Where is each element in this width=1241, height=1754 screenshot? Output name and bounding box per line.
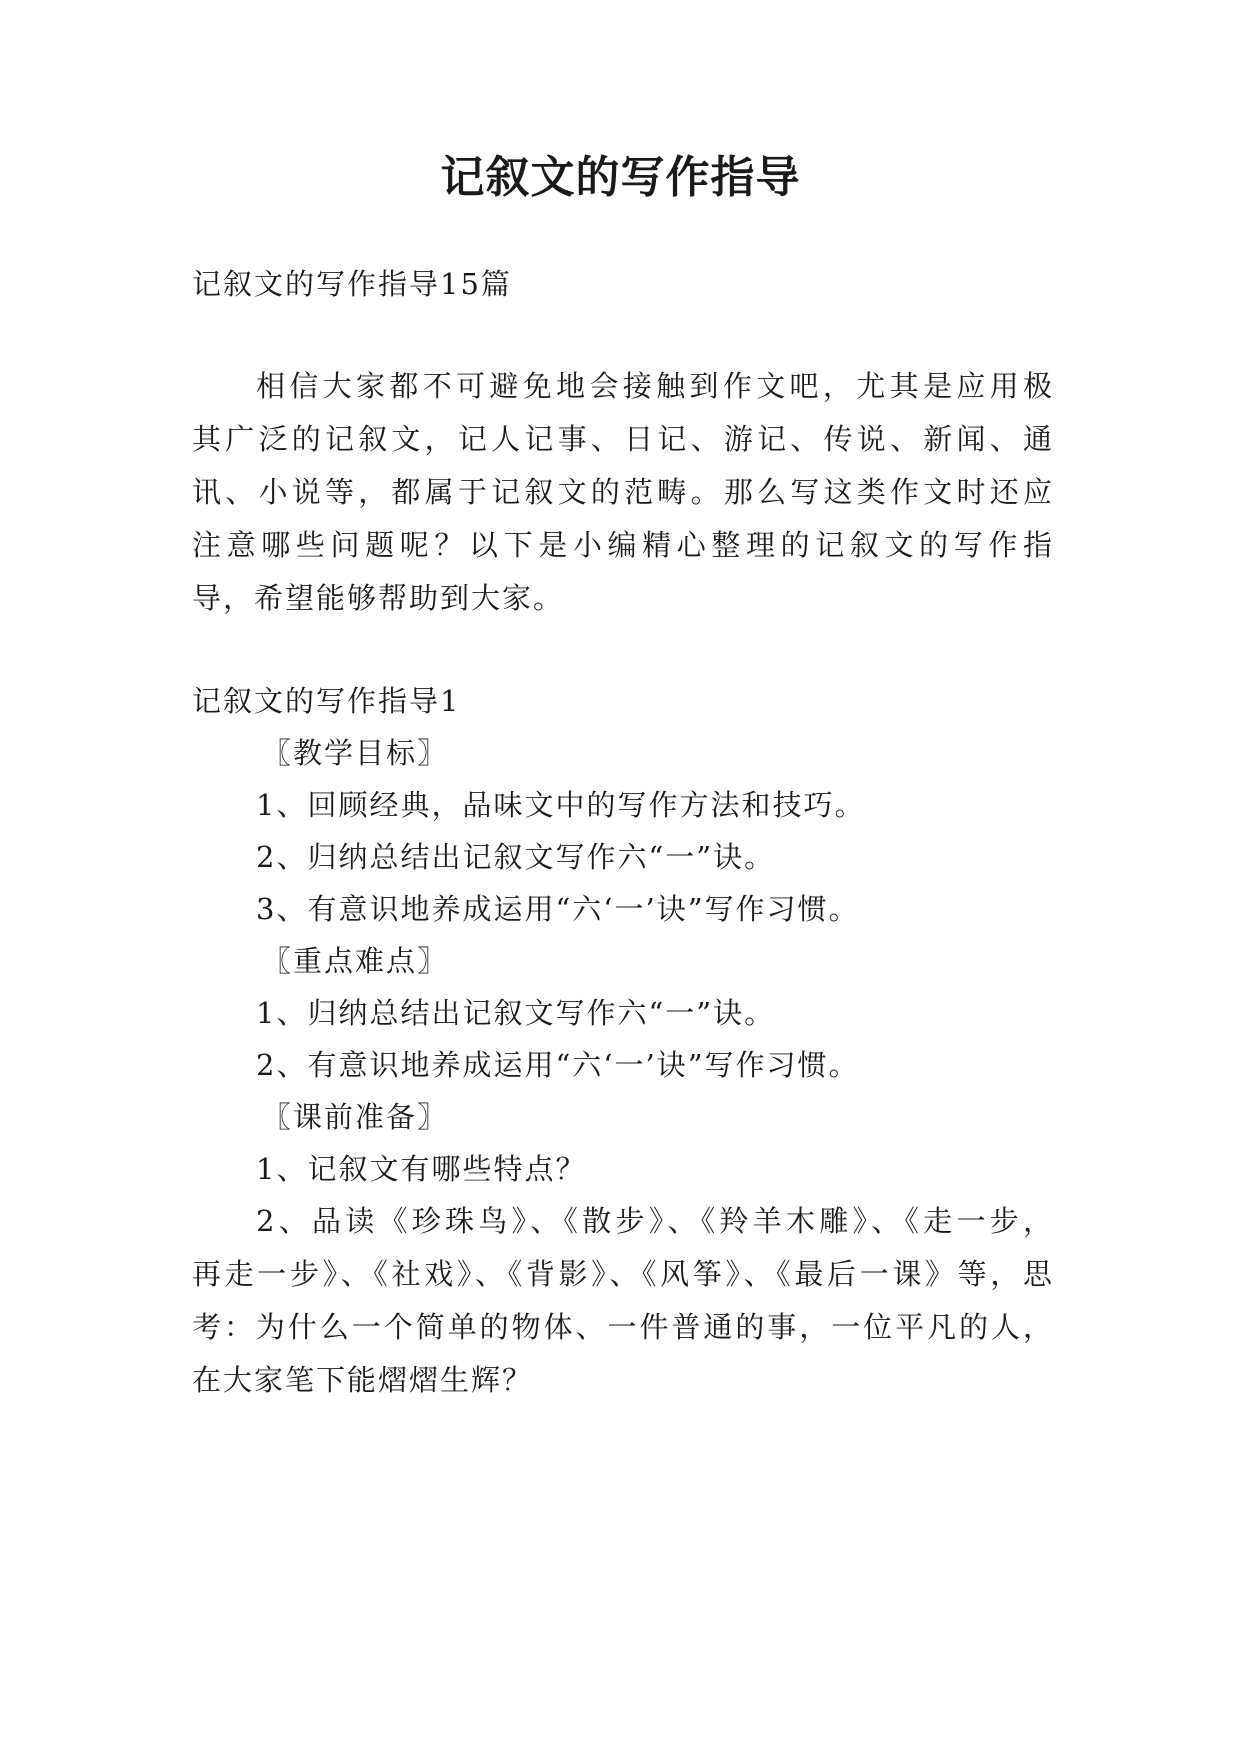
- document-subtitle: 记叙文的写作指导15篇: [192, 267, 512, 301]
- key-point-item: 1、归纳总结出记叙文写作六“一”诀。: [256, 996, 776, 1030]
- key-point-item: 2、有意识地养成运用“六‘一’诀”写作习惯。: [256, 1048, 860, 1082]
- intro-line: 讯、小说等，都属于记叙文的范畴。那么写这类作文时还应: [192, 475, 1052, 509]
- document-title: 记叙文的写作指导: [440, 152, 801, 203]
- key-heading: 〖重点难点〗: [262, 944, 449, 978]
- goal-item: 2、归纳总结出记叙文写作六“一”诀。: [256, 840, 776, 874]
- intro-line: 导，希望能够帮助到大家。: [192, 581, 565, 615]
- prep-item-line: 考：为什么一个简单的物体、一件普通的事，一位平凡的人，: [192, 1310, 1052, 1344]
- intro-line: 注意哪些问题呢？以下是小编精心整理的记叙文的写作指: [192, 528, 1052, 562]
- prep-item: 1、记叙文有哪些特点？: [256, 1152, 587, 1186]
- intro-line: 其广泛的记叙文，记人记事、日记、游记、传说、新闻、通: [192, 422, 1052, 456]
- prep-heading: 〖课前准备〗: [262, 1100, 449, 1134]
- section-heading: 记叙文的写作指导1: [192, 684, 461, 718]
- prep-item-line: 再走一步》、《社戏》、《背影》、《风筝》、《最后一课》等，思: [192, 1257, 1052, 1291]
- goal-item: 3、有意识地养成运用“六‘一’诀”写作习惯。: [256, 892, 860, 926]
- prep-item-line: 2、品读《珍珠鸟》、《散步》、《羚羊木雕》、《走一步，: [256, 1204, 1052, 1238]
- goals-heading: 〖教学目标〗: [262, 736, 449, 770]
- intro-line: 相信大家都不可避免地会接触到作文吧，尤其是应用极: [256, 369, 1052, 403]
- goal-item: 1、回顾经典，品味文中的写作方法和技巧。: [256, 788, 866, 822]
- prep-item-line: 在大家笔下能熠熠生辉？: [192, 1363, 534, 1397]
